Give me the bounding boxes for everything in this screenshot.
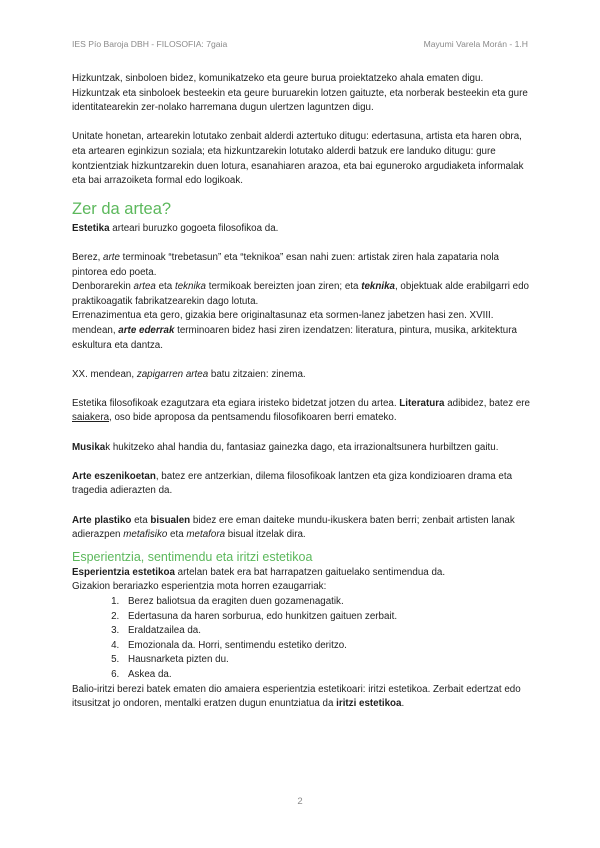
intro-paragraph-2: Hizkuntzak eta sinboloek besteekin eta geure buruarekin lotzen gaituzte, eta norberak besteekin eta gure identitatearekin zer-nolako harremana dugun ulertzen laguntzen digu. [72,87,528,114]
list-item: 4. Emozionala da. Horri, sentimendu estetiko deritzo. [122,639,532,654]
arte-origin-paragraph: Berez, arte terminoak “trebetasun” eta “teknikoa” esan nahi zuen: artistak ziren hala zapataria nola pintorea edo poeta. [72,251,499,278]
saiakera-link: saiakera [72,412,110,424]
intro-paragraph-1: Hizkuntzak, sinboloen bidez, komunikatzeko eta geure burua proiektatzeko ahala ematen digu. [72,73,484,84]
twentieth-century-paragraph: XX. mendean, zapigarren artea batu zitzaien: zinema. [72,368,306,380]
list-item: 6. Askea da. [122,668,532,683]
list-item: 3. Eraldatzailea da. [122,624,532,639]
features-intro: Gizakion berariazko esperientzia mota horren ezaugarriak: [72,581,327,593]
music-paragraph: Musikak hukitzeko ahal handia du, fantasiaz gainezka dago, eta irrazionaltsunera hurbiltzen gaitu. [72,441,499,453]
aesthetic-judgement-paragraph: Balio-iritzi berezi batek ematen dio amaiera esperientzia estetikoari: iritzi estetikoa. Zerbait edertzat edo itsusitzat jo ondoren, mentalki eratzen dugun enuntziatua da iritzi estetikoa. [72,683,521,710]
plastic-arts-paragraph: Arte plastiko eta bisualen bidez ere eman daiteke mundu-ikuskera baten berri; zenbait artisten lanak adierazpen metafisiko eta metafora bisual itzelak dira. [72,514,515,541]
features-list [72,595,532,683]
renaissance-paragraph: Errenazimentua eta gero, gizakia bere originaltasunaz eta sormen-lanez jabetzen hasi zen. XVIII. mendean, arte ederrak terminoaren bidez hasi ziren izendatzen: literatura, pintura, musika, arkitektura eskultura eta dantza. [72,310,517,351]
teknika-paragraph: Denborarekin artea eta teknika termikoak bereizten joan ziren; eta teknika, objektuak alde erabilgarri edo praktikoagatik fabrikatzearekin dago lotuta. [72,281,529,307]
section-heading-aesthetic-experience: Esperientzia, sentimendu eta iritzi estetikoa [72,549,313,564]
header-right: Mayumi Varela Morán - 1.H [423,39,528,49]
page-content [72,72,532,712]
list-item: 5. Hausnarketa pizten du. [122,653,532,668]
performing-arts-paragraph: Arte eszenikoetan, batez ere antzerkian, dilema filosofikoak lantzen eta giza kondizioaren drama eta tragedia adierazten da. [72,470,513,497]
literature-paragraph: Estetika filosofikoak ezagutzara eta egiara iristeko bidetzat jotzen du artea. Literatura adibidez, batez ere saiakera, oso bide aproposa da pentsamendu filosofikoaren berri emateko. [72,397,530,424]
intro-paragraph-3: Unitate honetan, artearekin lotutako zenbait alderdi aztertuko ditugu: edertasuna, artista eta haren obra, eta artearen eginkizun soziala; eta hizkuntzarekin lotutako alderdi batzuk ere landuko ditugu: gure kontzientziak hizkuntzarekin duen lotura, esanahiaren arazoa, eta bai eguneroko argudiaketa informalak eta bai arrazoiketa formal edo logikoak. [72,131,524,187]
page-number: 2 [297,796,303,807]
list-item: 1. Berez baliotsua da eragiten duen gozamenagatik. [122,595,532,610]
estetika-paragraph: Estetika arteari buruzko gogoeta filosofikoa da. [72,222,279,234]
section-heading-art: Zer da artea? [72,199,172,218]
list-item: 2. Edertasuna da haren sorburua, edo hunkitzen gaituen zerbait. [122,610,532,625]
aesthetic-experience-paragraph: Esperientzia estetikoa artelan batek era bat harrapatzen gaituelako sentimendua da. [72,566,446,578]
header-left: IES Pío Baroja DBH - FILOSOFIA: 7gaia [72,39,228,49]
page-header [72,39,528,49]
